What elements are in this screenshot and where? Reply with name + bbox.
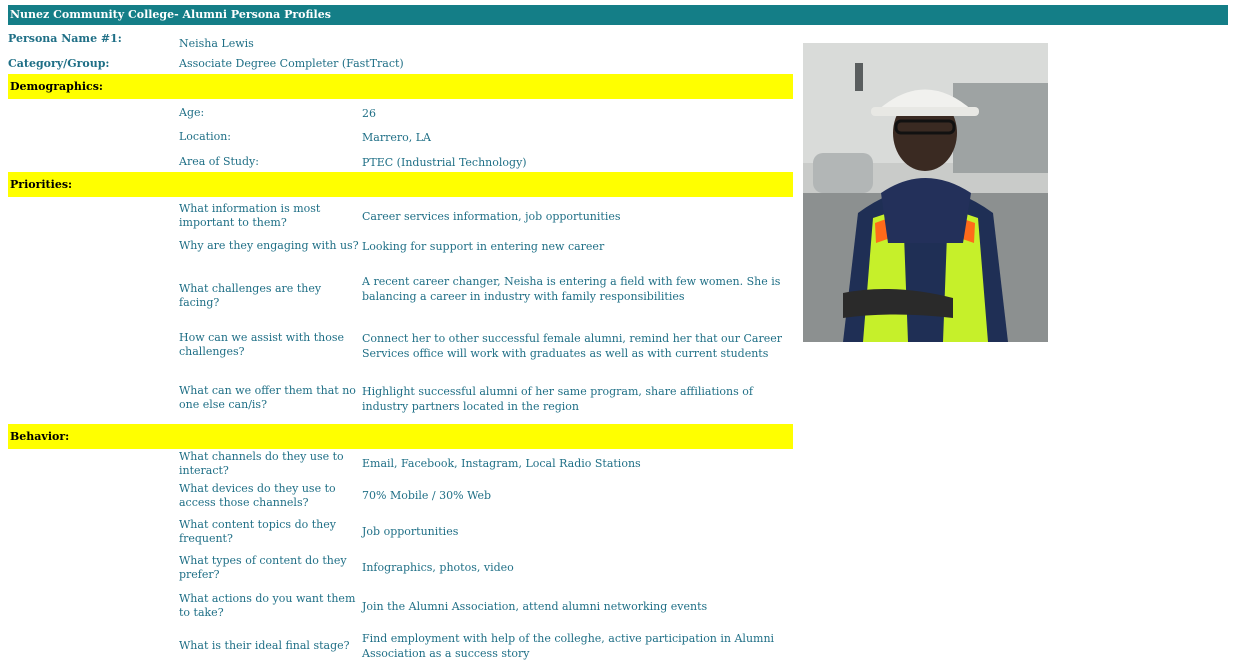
demographic-label: Location: bbox=[179, 130, 231, 143]
priority-answer: Career services information, job opportunities bbox=[362, 210, 621, 223]
priority-answer: Looking for support in entering new career bbox=[362, 240, 605, 253]
behavior-question: What actions do you want them to take? bbox=[179, 592, 356, 619]
behavior-heading: Behavior: bbox=[8, 424, 793, 449]
behavior-answer: 70% Mobile / 30% Web bbox=[362, 489, 492, 502]
priority-question: How can we assist with those challenges? bbox=[179, 331, 344, 358]
priorities-heading: Priorities: bbox=[8, 172, 793, 197]
demographic-label: Area of Study: bbox=[179, 155, 259, 168]
category-label: Category/Group: bbox=[8, 57, 110, 70]
behavior-answer: Email, Facebook, Instagram, Local Radio Stations bbox=[362, 457, 641, 470]
demographic-value: PTEC (Industrial Technology) bbox=[362, 156, 527, 169]
behavior-answer: Job opportunities bbox=[362, 525, 459, 538]
behavior-question: What types of content do they prefer? bbox=[179, 554, 347, 581]
behavior-answer: Infographics, photos, video bbox=[362, 561, 514, 574]
category-value: Associate Degree Completer (FastTract) bbox=[179, 57, 404, 70]
behavior-answer: Join the Alumni Association, attend alumni networking events bbox=[362, 600, 708, 613]
demographic-label: Age: bbox=[179, 106, 205, 119]
behavior-question: What devices do they use to access those channels? bbox=[179, 482, 336, 509]
priority-answer: Highlight successful alumni of her same program, share affiliations of industry partners located in the region bbox=[362, 385, 753, 413]
behavior-question: What is their ideal final stage? bbox=[179, 639, 350, 652]
priority-question: What challenges are they facing? bbox=[179, 282, 322, 309]
priority-question: What can we offer them that no one else can/is? bbox=[179, 384, 356, 411]
behavior-question: What channels do they use to interact? bbox=[179, 450, 344, 477]
priority-answer: A recent career changer, Neisha is entering a field with few women. She is balancing a career in industry with family responsibilities bbox=[362, 275, 781, 303]
priority-question: What information is most important to them? bbox=[179, 202, 321, 229]
persona-photo-illustration bbox=[803, 43, 1048, 342]
behavior-question: What content topics do they frequent? bbox=[179, 518, 336, 545]
demographics-heading: Demographics: bbox=[8, 74, 793, 99]
persona-name-value: Neisha Lewis bbox=[179, 37, 254, 50]
persona-name-label: Persona Name #1: bbox=[8, 32, 122, 45]
priority-question: Why are they engaging with us? bbox=[179, 239, 359, 252]
demographic-value: 26 bbox=[362, 107, 376, 120]
page-title: Nunez Community College- Alumni Persona Profiles bbox=[8, 5, 1228, 25]
behavior-answer: Find employment with help of the colleghe, active participation in Alumni Association as a success story bbox=[362, 632, 775, 660]
demographic-value: Marrero, LA bbox=[362, 131, 431, 144]
priority-answer: Connect her to other successful female alumni, remind her that our Career Services office will work with graduates as well as with current students bbox=[362, 332, 783, 360]
persona-photo bbox=[803, 43, 1048, 342]
